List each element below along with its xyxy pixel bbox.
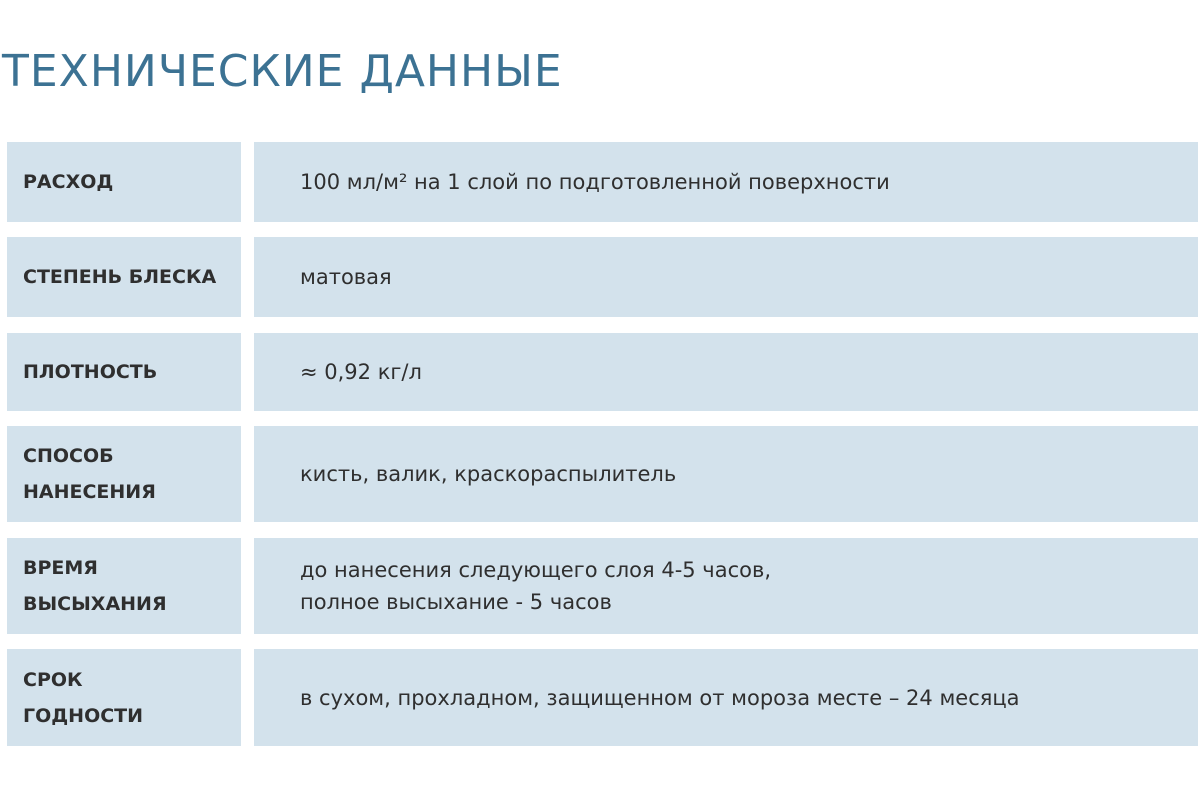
- spec-value: матовая: [300, 265, 392, 289]
- spec-value: в сухом, прохладном, защищенном от мороза месте – 24 месяца: [300, 685, 1020, 710]
- spec-row-application: [7, 426, 1198, 522]
- spec-value-cell: [254, 142, 1198, 222]
- spec-label: ВРЕМЯ ВЫСЫХАНИЯ: [23, 557, 167, 615]
- spec-label-cell: [7, 142, 241, 222]
- spec-value: до нанесения следующего слоя 4-5 часов, полное высыхание - 5 часов: [300, 558, 772, 614]
- spec-row-gloss: [7, 237, 1198, 317]
- spec-value-cell: [254, 237, 1198, 317]
- spec-value-cell: [254, 649, 1198, 746]
- spec-row-consumption: [7, 142, 1198, 222]
- spec-value-cell: [254, 426, 1198, 522]
- spec-row-density: [7, 333, 1198, 411]
- spec-label-cell: [7, 426, 241, 522]
- spec-row-shelf-life: [7, 649, 1198, 746]
- spec-value: кисть, валик, краскораспылитель: [300, 462, 677, 486]
- spec-value: 100 мл/м² на 1 слой по подготовленной поверхности: [300, 170, 890, 194]
- spec-label: СТЕПЕНЬ БЛЕСКА: [23, 266, 217, 288]
- spec-value: ≈ 0,92 кг/л: [300, 360, 422, 384]
- spec-label: СРОК ГОДНОСТИ: [23, 668, 144, 727]
- spec-label-cell: [7, 538, 241, 634]
- spec-label: ПЛОТНОСТЬ: [23, 361, 158, 383]
- spec-label: СПОСОБ НАНЕСЕНИЯ: [23, 445, 156, 503]
- spec-value-cell: [254, 333, 1198, 411]
- spec-label-cell: [7, 237, 241, 317]
- page-title: ТЕХНИЧЕСКИЕ ДАННЫЕ: [2, 46, 563, 97]
- spec-row-drying-time: [7, 538, 1198, 634]
- spec-label-cell: [7, 649, 241, 746]
- spec-label: РАСХОД: [23, 171, 114, 193]
- spec-label-cell: [7, 333, 241, 411]
- spec-value-cell: [254, 538, 1198, 634]
